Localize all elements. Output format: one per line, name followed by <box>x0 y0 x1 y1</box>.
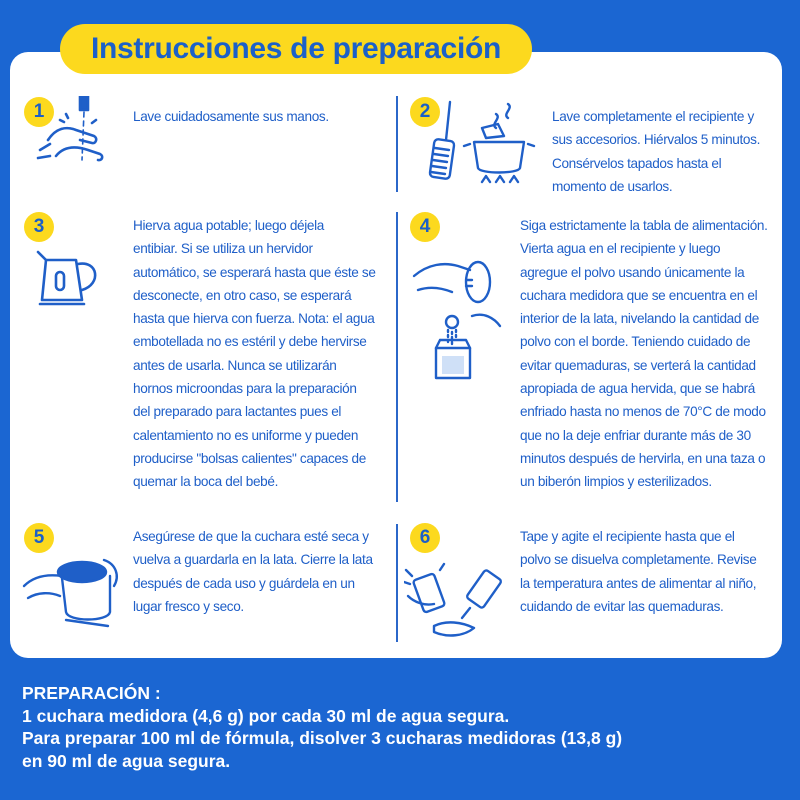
instruction-line: desconecte, en otro caso, se esperará <box>133 287 352 303</box>
instruction-line: sus accesorios. Hiérvalos 5 minutos. <box>552 132 761 148</box>
instruction-line: Lave completamente el recipiente y <box>552 109 754 124</box>
instruction-line: que no la deje enfriar durante más de 30 <box>520 427 751 443</box>
step-4-badge: 4 <box>410 212 440 242</box>
instruction-line: Consérvelos tapados hasta el <box>552 155 722 171</box>
column-divider-row1 <box>396 96 398 192</box>
closing-can-icon <box>22 556 122 632</box>
step-2-text <box>552 105 760 198</box>
instruction-line: Lave cuidadosamente sus manos. <box>133 109 329 124</box>
step-4-text <box>520 214 768 494</box>
step-1-text <box>133 105 329 128</box>
preparation-summary <box>22 682 622 772</box>
scoop-powder-bottle-icon <box>412 256 512 380</box>
step-5-badge: 5 <box>24 523 54 553</box>
instruction-line: un biberón limpios y esterilizados. <box>520 474 712 490</box>
instruction-line: interior de la lata, nivelando la cantidad de <box>520 311 759 327</box>
instruction-line: hornos microondas para la preparación <box>133 381 357 397</box>
instruction-line: cuidando de evitar las quemaduras. <box>520 598 724 614</box>
step-1-badge: 1 <box>24 97 54 127</box>
instruction-line: minutos después de hervirla, en una taza o <box>520 450 766 466</box>
step-2-badge: 2 <box>410 97 440 127</box>
page-title: Instrucciones de preparación <box>90 32 502 65</box>
instruction-line: automático, se esperará hasta que éste se <box>133 264 376 280</box>
preparation-line-2: Para preparar 100 ml de fórmula, disolver 3 cucharas medidoras (13,8 g) <box>22 728 623 748</box>
step-6-text <box>520 525 756 618</box>
instruction-line: antes de usarla. Nunca se utilizarán <box>133 357 337 373</box>
instruction-line: lugar fresco y seco. <box>133 598 244 614</box>
step-5-text <box>133 525 373 618</box>
instruction-line: hasta que hierva con fuerza. Nota: el agua <box>133 311 375 327</box>
instruction-line: después de cada uso y guárdela en un <box>133 575 355 591</box>
instruction-line: quemar la boca del bebé. <box>133 474 279 490</box>
preparation-heading: PREPARACIÓN : <box>22 683 161 703</box>
instruction-line: Asegúrese de que la cuchara esté seca y <box>133 529 369 544</box>
shaking-bottle-icon <box>404 562 508 642</box>
instruction-line: evitar quemaduras, se verterá la cantidad <box>520 357 756 373</box>
step-6-badge: 6 <box>410 523 440 553</box>
instruction-line: Hierva agua potable; luego déjela <box>133 218 324 233</box>
instruction-line: apropiada de agua hervida, que se habrá <box>520 381 756 397</box>
instruction-line: la temperatura antes de alimentar al niño, <box>520 575 757 591</box>
instruction-line: enfriado hasta no menos de 70°C de modo <box>520 404 766 420</box>
instruction-line: embotellada no es estéril y debe hervirse <box>133 334 367 350</box>
instruction-line: polvo se disuelva completamente. Revise <box>520 552 757 568</box>
instruction-line: momento de usarlos. <box>552 178 673 194</box>
preparation-line-3: en 90 ml de agua segura. <box>22 750 231 771</box>
step-3-badge: 3 <box>24 212 54 242</box>
instruction-line: Siga estrictamente la tabla de alimentación. <box>520 218 768 233</box>
column-divider-row3 <box>396 524 398 642</box>
instruction-line: entibiar. Si se utiliza un hervidor <box>133 241 313 257</box>
preparation-line-1: 1 cuchara medidora (4,6 g) por cada 30 ml de agua segura. <box>22 705 510 726</box>
kettle-icon <box>36 250 106 306</box>
instruction-line: polvo con el borde. Teniendo cuidado de <box>520 334 751 350</box>
instruction-line: Tape y agite el recipiente hasta que el <box>520 529 735 544</box>
instruction-line: cuchara medidora que se encuentra en el <box>520 287 758 303</box>
instruction-line: del preparado para lactantes pues el <box>133 404 342 420</box>
column-divider-row2 <box>396 212 398 502</box>
title-banner <box>60 24 532 74</box>
instruction-line: Vierta agua en el recipiente y luego <box>520 241 721 257</box>
instruction-line: calentamiento no es uniforme y pueden <box>133 427 359 443</box>
instruction-line: producirse "bolsas calientes" capaces de <box>133 450 366 466</box>
step-3-text <box>133 214 376 494</box>
instruction-line: agregue el polvo usando únicamente la <box>520 264 745 280</box>
bottle-brush-pot-icon <box>424 96 536 188</box>
instruction-line: vuelva a guardarla en la lata. Cierre la lata <box>133 552 373 568</box>
